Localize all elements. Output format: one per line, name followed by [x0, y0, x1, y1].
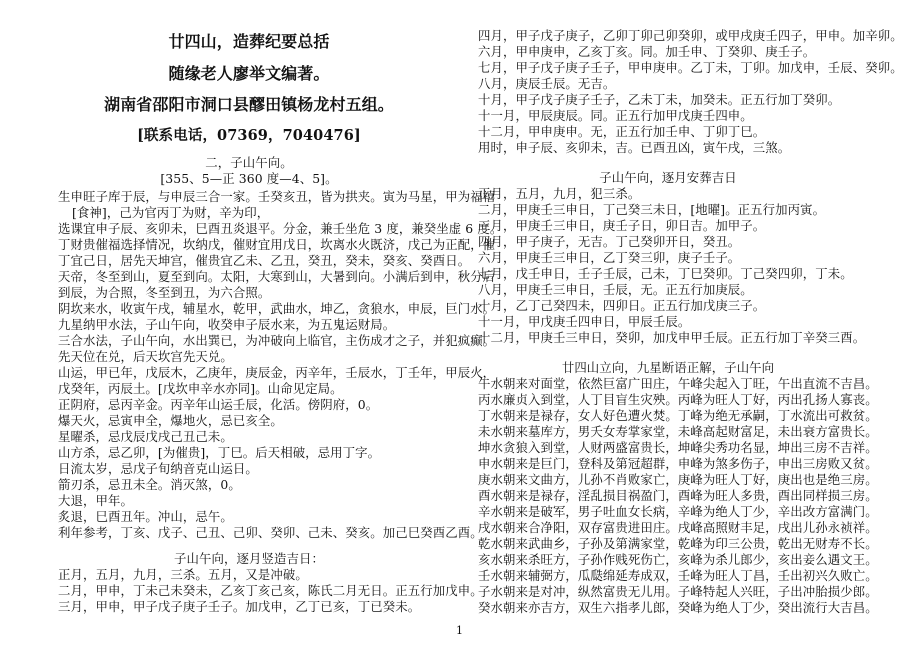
- body-line: 七月，甲子戊子庚子壬子，甲申庚申。乙丁未，丁卯。加戊申，壬辰、癸卯。: [478, 60, 903, 75]
- body-line: 三合水法，子山午向，水出巽已，为冲破向上临官，主伤成才之子，并犯疯癫。: [58, 333, 496, 348]
- verse-line: 庚水朝来文曲方，儿孙不肖败家亡，庚峰为旺人丁好，庚出也是绝三房。: [478, 472, 878, 487]
- verse-line: 丙水廉贞入到堂，人丁目盲生灾殃。丙峰为旺人丁好，丙出孔扬人寡丧。: [478, 392, 878, 407]
- body-line: 利年参考，丁亥、戊子、己丑、己卯、癸卯、己未、癸亥。加己巳癸酉乙酉。: [58, 525, 483, 540]
- body-line: 八月，甲庚壬三申日，壬辰，无。正五行加庚辰。: [478, 282, 753, 297]
- body-line: 爆天火，忌寅申全，爆地火，忌已亥全。: [58, 413, 283, 428]
- body-line: 三月，甲申，甲子戊子庚子壬子。加戊申，乙丁已亥，丁已癸未。: [58, 599, 421, 614]
- section-heading-shui: 廿四山立向，九星断语正解，子山午向: [561, 360, 775, 375]
- body-line: 炙退，巳酉丑年。冲山，忌午。: [58, 509, 233, 524]
- verse-line: 戌水朝来合净阳，双存富贵进田庄。戌峰高照财丰足，戌出儿孙永祯祥。: [478, 520, 878, 535]
- body-line: 四月，甲子戊子庚子，乙卯丁卯己卯癸卯，或甲戌庚壬四子，甲申。加辛卯。: [478, 28, 903, 43]
- body-line: 十二月，甲庚壬三申日，癸卯，加戊申甲壬辰。正五行加丁辛癸三酉。: [478, 330, 866, 345]
- verse-line: 子水朝来是对冲，纵然富贵无儿用。子峰特起人兴旺，子出冲胎损少郎。: [478, 584, 878, 599]
- body-line: 十一月，甲戊庚壬四申日，甲辰壬辰。: [478, 314, 691, 329]
- body-line: 生申旺子库于辰，与申辰三合一家。壬癸亥丑，皆为拱夹。寅为马星，甲为福禧: [58, 189, 496, 204]
- author-line: 随缘老人廖举文编著。: [168, 64, 330, 83]
- verse-line: 癸水朝来亦吉方，双生六指孝儿郎，癸峰为绝人丁少，癸出流行大吉昌。: [478, 600, 878, 615]
- body-line: 到辰，为合照，冬至到丑，为六合照。: [58, 285, 271, 300]
- verse-line: 申水朝来是巨门，登科及第冠超群，申峰为煞多伤子，申出三房败又贫。: [478, 456, 878, 471]
- degree-line: [355、5—正 360 度—4、5]。: [160, 171, 338, 186]
- body-line: 选课宜申子辰、亥卯未，巳酉丑炎退平。分金，兼壬坐危 3 度，兼癸坐虚 6 度。: [58, 221, 503, 236]
- body-line: 戊癸年，丙辰土。[戊坎申辛水亦同]。山命见定局。: [58, 381, 343, 396]
- body-line: 二月，甲申，丁未己未癸未，乙亥丁亥己亥，陈氏二月无日。正五行加戊申。: [58, 583, 483, 598]
- body-line: 阴坎来水，收寅午戌，辅星水，乾甲，武曲水，坤乙，贪狼水，申辰，巨门水。: [58, 301, 496, 316]
- body-line: 天帝，冬至到山，夏至到向。太阳，大寒到山，大暑到向。小满后到申，秋分后: [58, 269, 496, 284]
- phone-line: [联系电话，07369，7040476]: [137, 127, 361, 144]
- verse-line: 未水朝来墓库方，男夭女寿掌家堂，未峰高起财富足，未出衰方富贵长。: [478, 424, 878, 439]
- doc-title: 廿四山，造葬纪要总括: [168, 32, 330, 51]
- section-heading-zao: 子山午向，逐月竖造吉日：: [174, 551, 324, 566]
- body-line: 十一月，甲辰庚辰。同。正五行加甲戊庚壬四申。: [478, 108, 753, 123]
- verse-line: 壬水朝来辅弼方，瓜瓞绵延寿成双，壬峰为旺人丁昌，壬出初兴久败亡。: [478, 568, 878, 583]
- verse-line: 乾水朝来武曲乡，子孙及第满家堂，乾峰为印三公贵，乾出无财寿不长。: [478, 536, 878, 551]
- body-line: 日流太岁，忌戊子旬纳音克山运日。: [58, 461, 258, 476]
- body-line: 十二月，甲申庚申。无，正五行加壬申、丁卯丁巳。: [478, 124, 766, 139]
- verse-line: 丁水朝来是禄存，女人好色遭火焚。丁峰为绝无承嗣，丁水流出可救贫。: [478, 408, 878, 423]
- body-line: 九星纳甲水法，子山午向，收癸申子辰水来，为五鬼运财局。: [58, 317, 396, 332]
- body-line: 箭刃杀，忌丑未全。消灭煞，0。: [58, 477, 241, 492]
- body-line: 七月，戊壬申日，壬子壬辰，己未，丁巳癸卯。丁己癸四卯，丁未。: [478, 266, 853, 281]
- body-line: 山运，甲已年，戊辰木，乙庚年，庚辰金，丙辛年，壬辰水，丁壬年，甲辰火，: [58, 365, 496, 380]
- verse-line: 午水朝来对面堂，依然巨富广田庄，午峰尖起入丁旺，午出直流不吉昌。: [478, 376, 878, 391]
- page-number: 1: [456, 624, 463, 637]
- body-line: 正阴府，忌丙辛金。丙辛年山运壬辰，化活。傍阴府，0。: [58, 397, 379, 412]
- verse-line: 辛水朝来是破军，男子吐血女长病，辛峰为绝人丁少，辛出改方富满门。: [478, 504, 878, 519]
- body-line: 二月，甲庚壬三申日，丁己癸三未日，[地曜]。正五行加丙寅。: [478, 202, 826, 217]
- body-line: 先天位在兑，后天坎宫先天兑。: [58, 349, 233, 364]
- body-line: 用时，申子辰、亥卯未，吉。已酉丑凶，寅午戌，三煞。: [478, 140, 791, 155]
- body-line: 丁财贵催福选择情况，坎纳戊，催财宜用戊日，坎离水火既济，戊己为正配，催: [58, 237, 496, 252]
- body-line: 十月，乙丁己癸四未，四卯日。正五行加戊庚三子。: [478, 298, 766, 313]
- section-heading-zang: 子山午向，逐月安葬吉日: [599, 170, 737, 185]
- body-line: 正月，五月，九月，犯三杀。: [478, 186, 641, 201]
- verse-line: 亥水朝来杀旺方，子孙作贱死伤亡，亥峰为杀儿郎少，亥出妾么遇文王。: [478, 552, 878, 567]
- body-line: 六月，甲申庚申，乙亥丁亥。同。加壬申、丁癸卯、庚壬子。: [478, 44, 816, 59]
- verse-line: 坤水贪狼入到堂，人财两盛富贵长，坤峰尖秀功名显，坤出三房不吉祥。: [478, 440, 878, 455]
- body-line: 八月，庚辰壬辰。无吉。: [478, 76, 616, 91]
- body-line: 大退，甲年。: [58, 493, 133, 508]
- body-line: 丁宜己日，居先天坤宫，催贵宜乙未、乙丑，癸丑，癸未，癸亥、癸酉日。: [58, 253, 471, 268]
- body-line: 六月，甲庚壬三申日，乙丁癸三卯，庚子壬子。: [478, 250, 741, 265]
- body-line: 正月，五月，九月，三杀。五月，又是冲破。: [58, 567, 308, 582]
- body-line: [食神]，己为官丙丁为财，辛为印，: [72, 205, 270, 220]
- address-line: 湖南省邵阳市洞口县醪田镇杨龙村五组。: [104, 95, 394, 114]
- body-line: 三月，甲庚壬三申日，庚壬子日，卯日吉。加甲子。: [478, 218, 766, 233]
- verse-line: 酉水朝来是禄存，淫乱损目祸盈门，酉峰为旺人多贵，酉出同样损三房。: [478, 488, 878, 503]
- body-line: 山方杀，忌乙卯，[为催贵]，丁巳。后天相破，忌用丁字。: [58, 445, 381, 460]
- body-line: 十月，甲子戊子庚子壬子，乙未丁未，加癸未。正五行加丁癸卯。: [478, 92, 841, 107]
- section-heading-zi-wu: 二，子山午向。: [205, 155, 293, 170]
- body-line: 星曜杀，忌戊辰戊戌己丑己未。: [58, 429, 233, 444]
- body-line: 四月，甲子庚子，无吉。丁己癸卯开日，癸丑。: [478, 234, 741, 249]
